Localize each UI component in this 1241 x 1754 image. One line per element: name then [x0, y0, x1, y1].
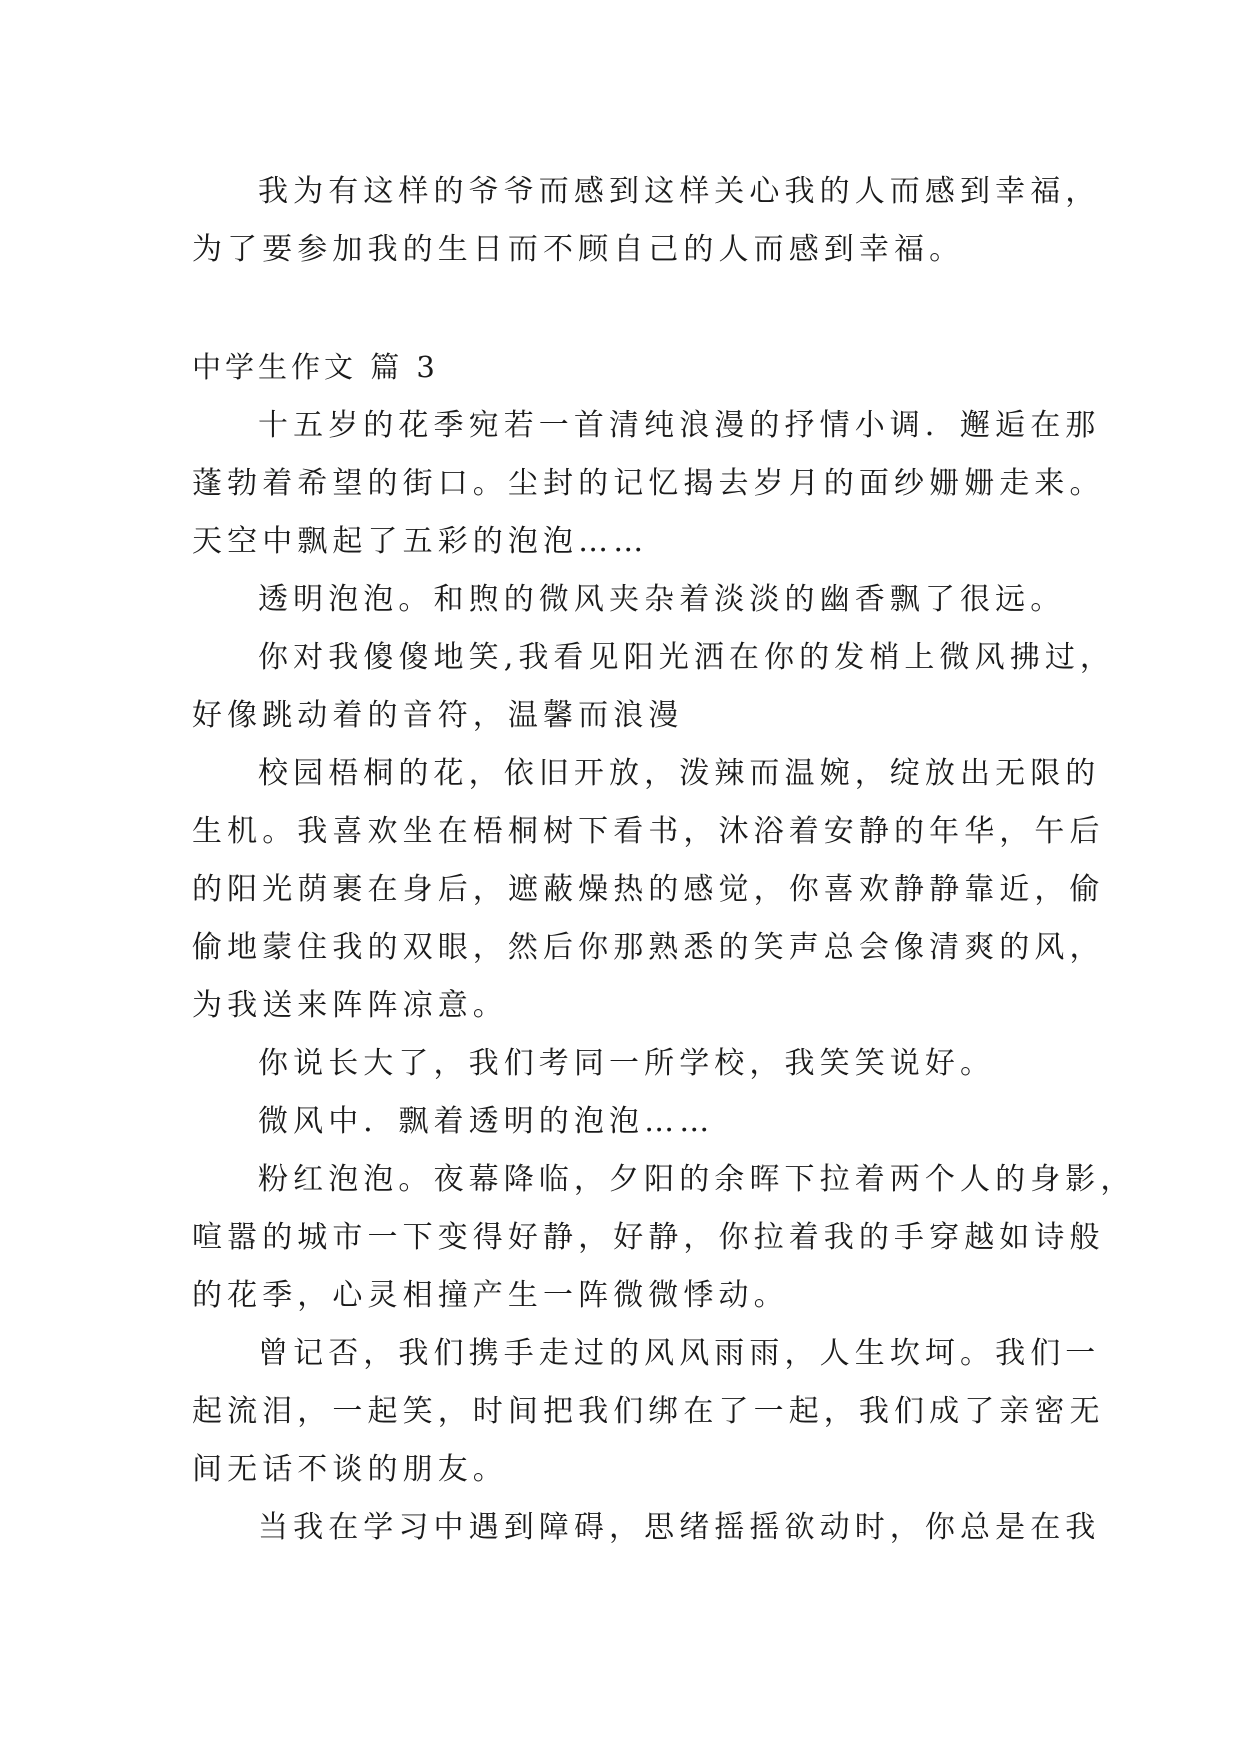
text-line: 当我在学习中遇到障碍，思绪摇摇欲动时，你总是在我 — [258, 1510, 1101, 1545]
text-line: 蓬勃着希望的街口。尘封的记忆揭去岁月的面纱姗姗走来。 — [192, 466, 1105, 501]
text-line: 曾记否，我们携手走过的风风雨雨，人生坎坷。我们一 — [258, 1336, 1101, 1371]
text-line: 间无话不谈的朋友。 — [192, 1452, 508, 1487]
text-line: 我为有这样的爷爷而感到这样关心我的人而感到幸福， — [258, 174, 1101, 209]
section-heading: 中学生作文 篇 3 — [192, 350, 439, 384]
text-line: 为了要参加我的生日而不顾自己的人而感到幸福。 — [192, 232, 965, 267]
text-line: 微风中．飘着透明的泡泡…… — [258, 1104, 715, 1139]
text-line: 生机。我喜欢坐在梧桐树下看书，沐浴着安静的年华，午后 — [192, 814, 1105, 849]
text-line: 十五岁的花季宛若一首清纯浪漫的抒情小调．邂逅在那 — [258, 408, 1101, 443]
text-line: 校园梧桐的花，依旧开放，泼辣而温婉，绽放出无限的 — [258, 756, 1101, 791]
text-line: 你对我傻傻地笑,我看见阳光洒在你的发梢上微风拂过， — [258, 640, 1116, 675]
text-line: 喧嚣的城市一下变得好静，好静，你拉着我的手穿越如诗般 — [192, 1220, 1105, 1255]
text-line: 透明泡泡。和煦的微风夹杂着淡淡的幽香飘了很远。 — [258, 582, 1066, 617]
text-line: 为我送来阵阵凉意。 — [192, 988, 508, 1023]
text-line: 你说长大了，我们考同一所学校，我笑笑说好。 — [258, 1046, 996, 1081]
text-line: 的阳光荫裹在身后，遮蔽燥热的感觉，你喜欢静静靠近，偷 — [192, 872, 1105, 907]
text-line: 好像跳动着的音符，温馨而浪漫 — [192, 698, 684, 733]
text-line: 天空中飘起了五彩的泡泡…… — [192, 524, 649, 559]
text-line: 粉红泡泡。夜幕降临，夕阳的余晖下拉着两个人的身影， — [258, 1162, 1136, 1197]
text-line: 偷地蒙住我的双眼，然后你那熟悉的笑声总会像清爽的风， — [192, 930, 1105, 965]
text-line: 起流泪，一起笑，时间把我们绑在了一起，我们成了亲密无 — [192, 1394, 1105, 1429]
text-line: 的花季，心灵相撞产生一阵微微悸动。 — [192, 1278, 789, 1313]
